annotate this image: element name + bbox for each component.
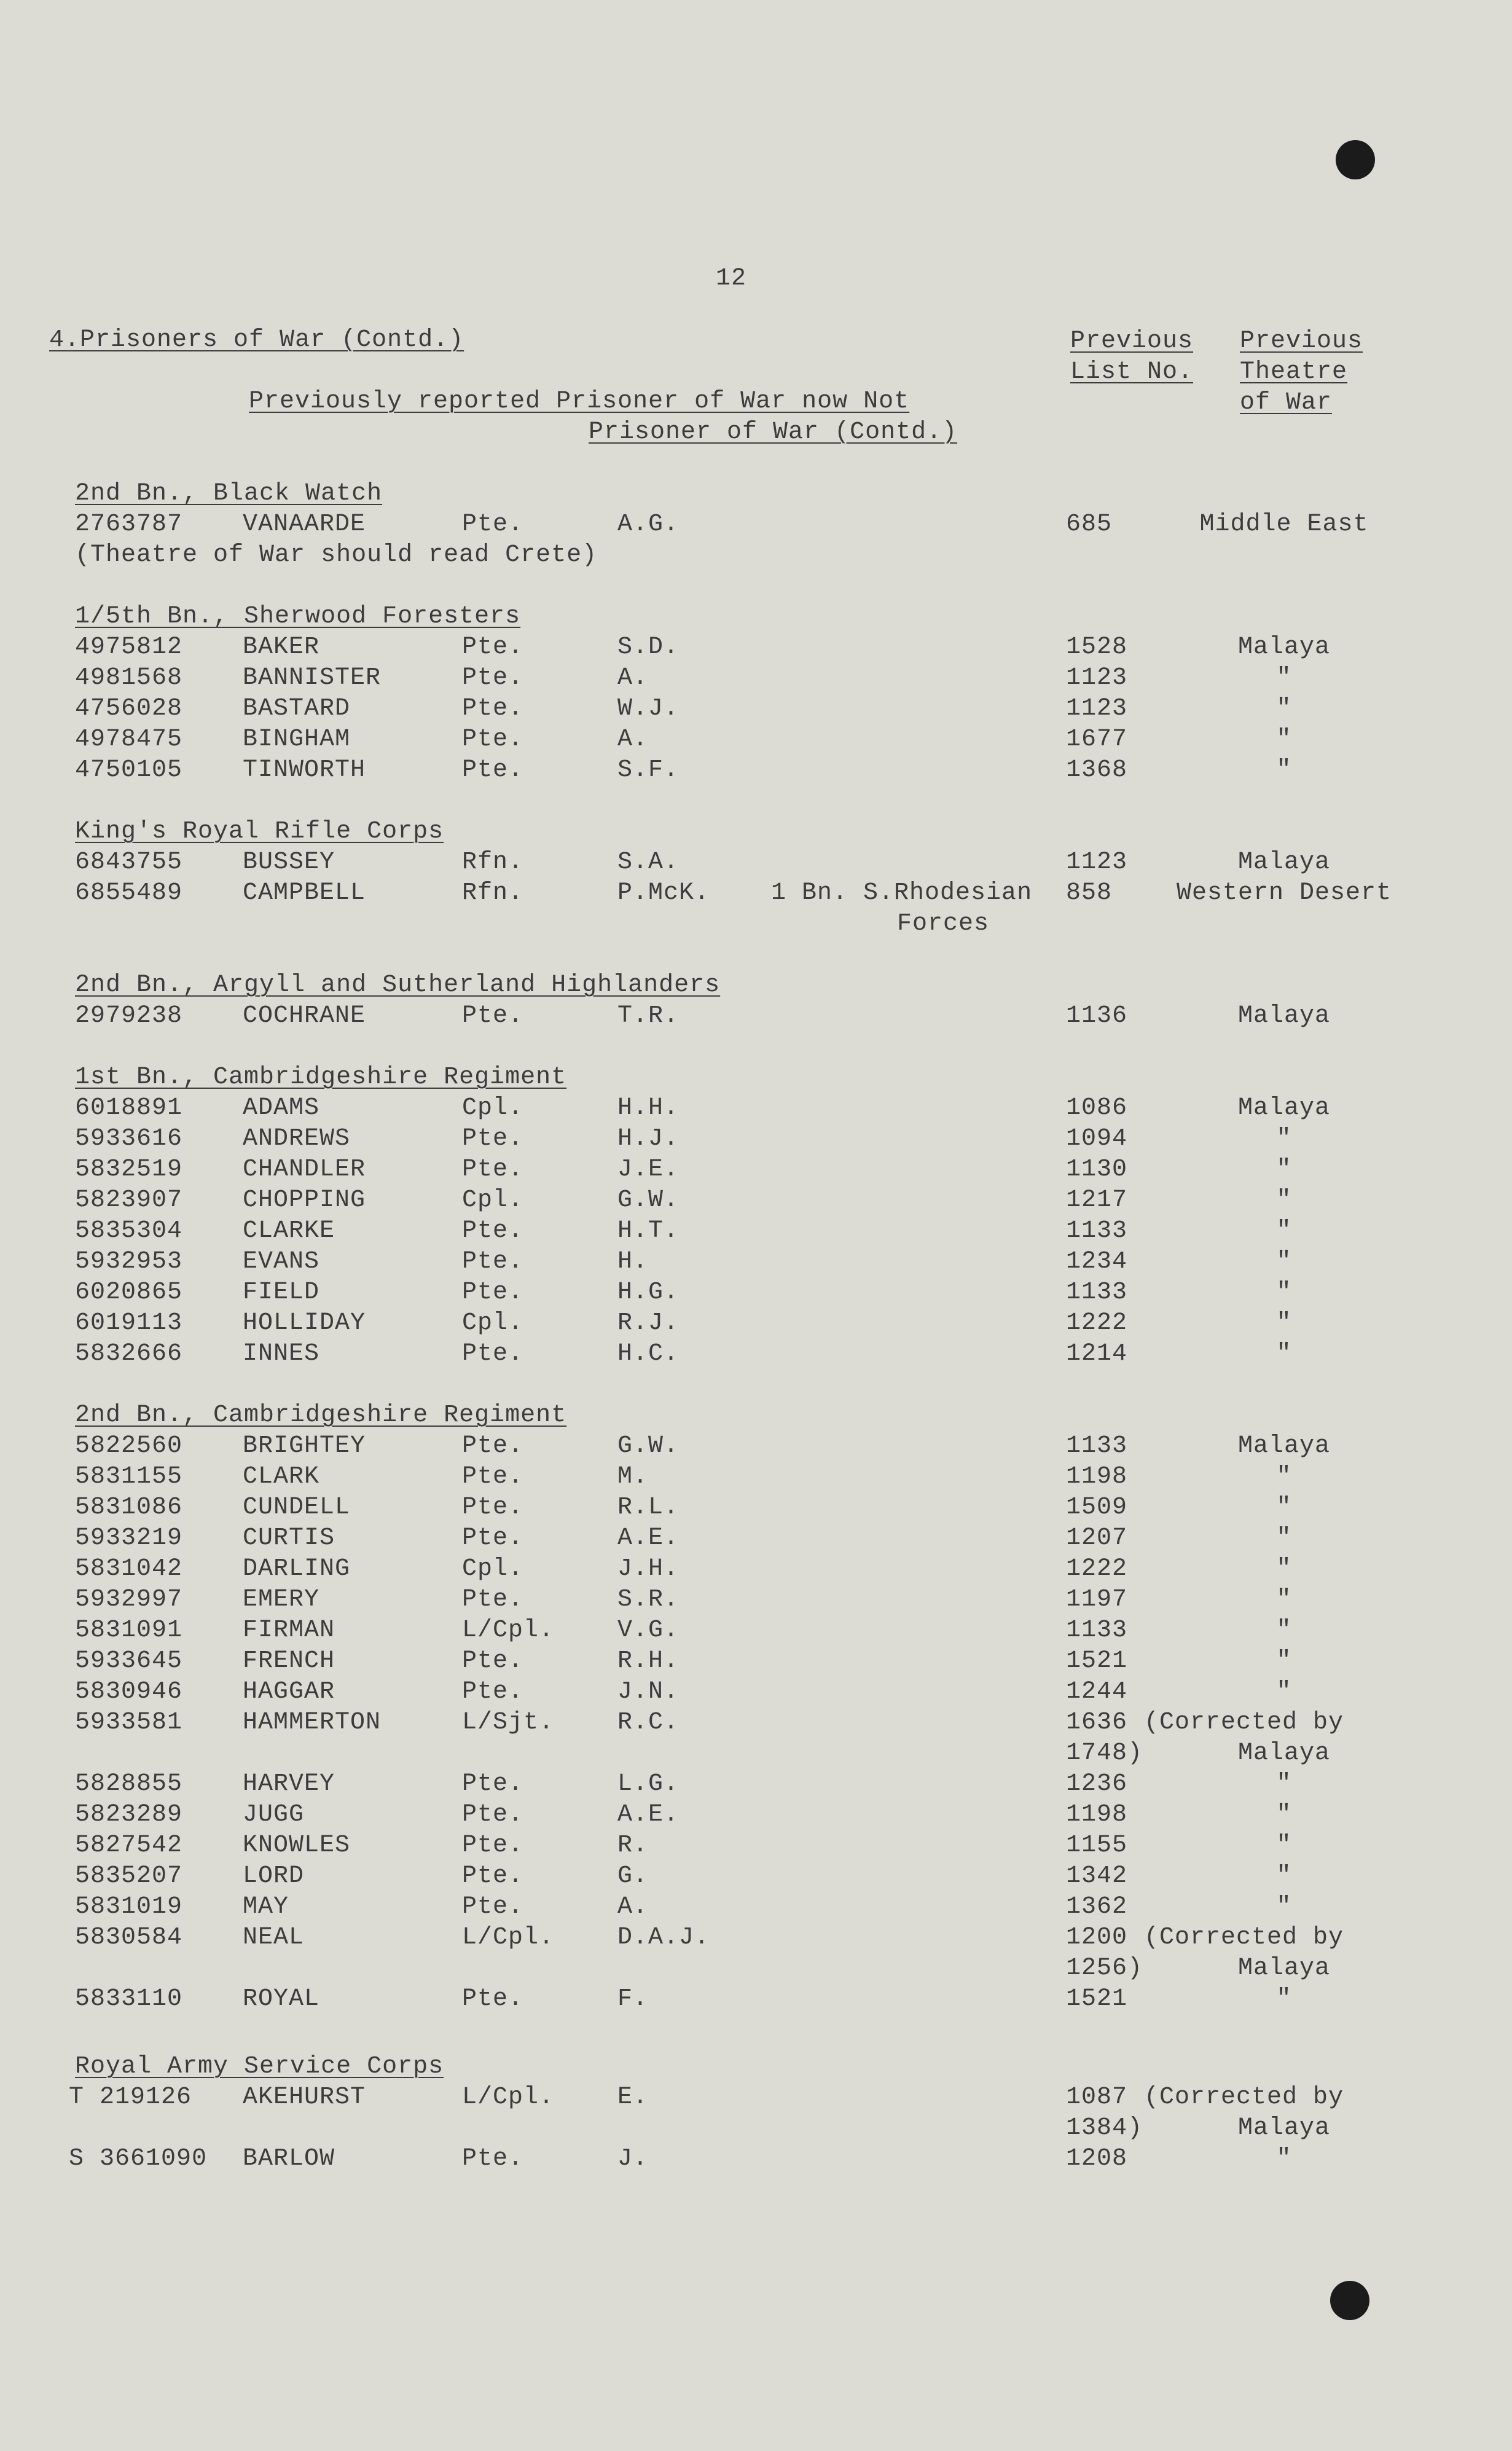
surname: DARLING [243,1555,351,1583]
theatre-ditto: " [1276,1862,1292,1890]
initials: R.J. [617,1309,680,1337]
surname: BASTARD [243,695,351,723]
service-number: 5835304 [75,1217,183,1245]
initials: A.G. [617,511,680,538]
service-number: 5822560 [75,1432,183,1460]
initials: D.A.J. [617,1924,710,1951]
punch-hole-bottom [1330,2281,1369,2320]
surname: BARLOW [243,2145,335,2173]
previous-list-no: 1133 [1066,1432,1128,1460]
initials: H.H. [617,1094,680,1122]
previous-list-no: 1217 [1066,1186,1128,1214]
previous-list-no: 1200 [1066,1924,1128,1951]
initials: H.C. [617,1340,680,1368]
column-header-theatre-line3: of War [1240,389,1333,417]
previous-list-no: 1342 [1066,1862,1128,1890]
initials: A. [617,726,649,753]
rank: Pte. [462,1156,524,1183]
previous-list-no: 1155 [1066,1832,1128,1859]
service-number: 5932953 [75,1248,183,1276]
surname: INNES [243,1340,320,1368]
surname: CAMPBELL [243,879,366,907]
rank: Pte. [462,1801,524,1829]
rank: Cpl. [462,1309,524,1337]
service-number: 5933581 [75,1709,183,1736]
theatre-correction-note: (Corrected by [1144,1709,1344,1736]
previous-list-no: 1368 [1066,756,1128,784]
theatre-of-war: Malaya [1237,2114,1331,2142]
initials: V.G. [617,1617,680,1644]
initials: G. [617,1862,649,1890]
surname: CHOPPING [243,1186,366,1214]
rank: Pte. [462,2145,524,2173]
surname: CURTIS [243,1524,335,1552]
initials: S.F. [617,756,680,784]
service-number: 5835207 [75,1862,183,1890]
initials: R.L. [617,1494,680,1521]
unit-title: 2nd Bn., Argyll and Sutherland Highlanders [75,971,721,999]
service-number: 6019113 [75,1309,183,1337]
surname: VANAARDE [243,511,366,538]
service-number: 2763787 [75,511,183,538]
previous-list-no: 1123 [1066,695,1128,723]
rank: L/Cpl. [462,1924,555,1951]
theatre-ditto: " [1276,1555,1292,1583]
unit-title: 1st Bn., Cambridgeshire Regiment [75,1064,567,1091]
service-number: 4975812 [75,633,183,661]
theatre-correction-note: (Corrected by [1144,1924,1344,1951]
surname: BINGHAM [243,726,351,753]
previous-list-no: 1244 [1066,1678,1128,1706]
previous-list-no: 1362 [1066,1893,1128,1921]
rank: Pte. [462,1463,524,1491]
theatre-ditto: " [1276,2145,1292,2173]
previous-list-no: 1234 [1066,1248,1128,1276]
initials: H.T. [617,1217,680,1245]
initials: P.McK. [617,879,710,907]
previous-list-no: 1133 [1066,1617,1128,1644]
initials: T.R. [617,1002,680,1030]
service-number: 5833110 [75,1985,183,2013]
previous-list-no: 1198 [1066,1801,1128,1829]
service-number: 5830946 [75,1678,183,1706]
service-number: 4978475 [75,726,183,753]
section-heading: 4.Prisoners of War (Contd.) [49,326,464,354]
previous-list-no: 1236 [1066,1770,1128,1798]
theatre-of-war: Malaya [1237,849,1331,876]
previous-list-no: 1521 [1066,1985,1128,2013]
rank: Pte. [462,1524,524,1552]
punch-hole-top [1336,140,1375,179]
surname: BUSSEY [243,849,335,876]
rank: Pte. [462,664,524,692]
service-number: 2979238 [75,1002,183,1030]
theatre-ditto: " [1276,1524,1292,1552]
page-number: 12 [716,265,747,292]
theatre-ditto: " [1276,1309,1292,1337]
surname: JUGG [243,1801,305,1829]
rank: Pte. [462,756,524,784]
service-number: 5933645 [75,1647,183,1675]
theatre-ditto: " [1276,1279,1292,1306]
surname: HARVEY [243,1770,335,1798]
column-header-theatre-line1: Previous [1240,327,1363,355]
theatre-of-war: Malaya [1237,1094,1331,1122]
initials: M. [617,1463,649,1491]
service-number: 5831091 [75,1617,183,1644]
service-number: 5831042 [75,1555,183,1583]
unit-title: 2nd Bn., Cambridgeshire Regiment [75,1402,567,1429]
surname: ANDREWS [243,1125,351,1153]
theatre-correction-note: (Corrected by [1144,2084,1344,2111]
theatre-ditto: " [1276,1770,1292,1798]
initials: H.J. [617,1125,680,1153]
initials: F. [617,1985,649,2013]
previous-list-no: 1636 [1066,1709,1128,1736]
rank: Pte. [462,1217,524,1245]
initials: S.A. [617,849,680,876]
previous-list-no: 1087 [1066,2084,1128,2111]
theatre-ditto: " [1276,664,1292,692]
rank: Pte. [462,511,524,538]
column-header-list-no-line2: List No. [1070,358,1194,386]
service-number: 6855489 [75,879,183,907]
surname: MAY [243,1893,289,1921]
rank: Rfn. [462,879,524,907]
rank: Pte. [462,1248,524,1276]
service-number: 4750105 [75,756,183,784]
surname: HAGGAR [243,1678,335,1706]
theatre-ditto: " [1276,1985,1292,2013]
rank: Pte. [462,1985,524,2013]
theatre-ditto: " [1276,695,1292,723]
surname: NEAL [243,1924,305,1951]
service-number: 5830584 [75,1924,183,1951]
service-number: 5823907 [75,1186,183,1214]
surname: KNOWLES [243,1832,351,1859]
previous-list-no: 1214 [1066,1340,1128,1368]
rank: Cpl. [462,1555,524,1583]
previous-list-no: 1123 [1066,664,1128,692]
rank: Cpl. [462,1186,524,1214]
subheading-line1: Previously reported Prisoner of War now Not [249,388,910,415]
corrected-list-no: 1256) [1066,1955,1143,1982]
initials: H. [617,1248,649,1276]
previous-list-no: 1222 [1066,1555,1128,1583]
previous-list-no: 1509 [1066,1494,1128,1521]
rank: Pte. [462,1340,524,1368]
service-number: 4981568 [75,664,183,692]
previous-list-no: 1094 [1066,1125,1128,1153]
theatre-ditto: " [1276,1217,1292,1245]
previous-list-no: 858 [1066,879,1113,907]
service-number: 6020865 [75,1279,183,1306]
initials: W.J. [617,695,680,723]
initials: A. [617,664,649,692]
theatre-of-war: Malaya [1237,1002,1331,1030]
theatre-ditto: " [1276,1586,1292,1614]
theatre-ditto: " [1276,1248,1292,1276]
surname: BRIGHTEY [243,1432,366,1460]
initials: E. [617,2084,649,2111]
rank: Pte. [462,1279,524,1306]
surname: HOLLIDAY [243,1309,366,1337]
theatre-ditto: " [1276,1463,1292,1491]
surname: COCHRANE [243,1002,366,1030]
surname: TINWORTH [243,756,366,784]
theatre-ditto: " [1276,1617,1292,1644]
service-number: T 219126 [69,2084,192,2111]
service-number: 5828855 [75,1770,183,1798]
rank: Pte. [462,1770,524,1798]
initials: J. [617,2145,649,2173]
service-number: 5933616 [75,1125,183,1153]
unit-note: (Theatre of War should read Crete) [75,541,598,569]
unit-title: King's Royal Rifle Corps [75,818,444,845]
rank: Pte. [462,1002,524,1030]
surname: CHANDLER [243,1156,366,1183]
surname: EMERY [243,1586,320,1614]
previous-list-no: 1208 [1066,2145,1128,2173]
remark: Forces [897,910,990,938]
theatre-ditto: " [1276,1801,1292,1829]
rank: L/Cpl. [462,2084,555,2111]
theatre-of-war: Malaya [1237,1432,1331,1460]
service-number: 5932997 [75,1586,183,1614]
corrected-list-no: 1748) [1066,1739,1143,1767]
rank: Pte. [462,1832,524,1859]
previous-list-no: 1197 [1066,1586,1128,1614]
surname: CUNDELL [243,1494,351,1521]
rank: Pte. [462,1678,524,1706]
rank: Pte. [462,695,524,723]
previous-list-no: 1086 [1066,1094,1128,1122]
surname: LORD [243,1862,305,1890]
rank: Pte. [462,1893,524,1921]
column-header-list-no-line1: Previous [1070,327,1194,355]
previous-list-no: 1136 [1066,1002,1128,1030]
previous-list-no: 1207 [1066,1524,1128,1552]
theatre-of-war: Malaya [1237,1955,1331,1982]
service-number: 5832666 [75,1340,183,1368]
theatre-ditto: " [1276,1494,1292,1521]
rank: Pte. [462,1586,524,1614]
service-number: 5827542 [75,1832,183,1859]
previous-list-no: 1133 [1066,1279,1128,1306]
theatre-ditto: " [1276,1893,1292,1921]
surname: AKEHURST [243,2084,366,2111]
service-number: 5832519 [75,1156,183,1183]
surname: FIELD [243,1279,320,1306]
initials: R.C. [617,1709,680,1736]
theatre-of-war: Middle East [1199,511,1369,538]
initials: G.W. [617,1432,680,1460]
initials: J.E. [617,1156,680,1183]
theatre-ditto: " [1276,1647,1292,1675]
unit-title: 1/5th Bn., Sherwood Foresters [75,603,521,630]
service-number: 5823289 [75,1801,183,1829]
rank: Pte. [462,1862,524,1890]
subheading-line2: Prisoner of War (Contd.) [589,418,958,446]
service-number: 4756028 [75,695,183,723]
previous-list-no: 1198 [1066,1463,1128,1491]
theatre-ditto: " [1276,1832,1292,1859]
initials: A.E. [617,1524,680,1552]
service-number: 5831019 [75,1893,183,1921]
surname: BAKER [243,633,320,661]
column-header-theatre-line2: Theatre [1240,358,1348,386]
rank: Pte. [462,633,524,661]
previous-list-no: 1133 [1066,1217,1128,1245]
surname: EVANS [243,1248,320,1276]
previous-list-no: 1123 [1066,849,1128,876]
surname: FRENCH [243,1647,335,1675]
previous-list-no: 1130 [1066,1156,1128,1183]
surname: ROYAL [243,1985,320,2013]
service-number: 6843755 [75,849,183,876]
surname: CLARK [243,1463,320,1491]
corrected-list-no: 1384) [1066,2114,1143,2142]
initials: A. [617,1893,649,1921]
surname: BANNISTER [243,664,382,692]
initials: R. [617,1832,649,1859]
service-number: 6018891 [75,1094,183,1122]
previous-list-no: 685 [1066,511,1113,538]
service-number: 5933219 [75,1524,183,1552]
theatre-ditto: " [1276,1156,1292,1183]
rank: Pte. [462,726,524,753]
rank: Pte. [462,1432,524,1460]
rank: Pte. [462,1647,524,1675]
initials: G.W. [617,1186,680,1214]
remark: 1 Bn. S.Rhodesian [771,879,1033,907]
initials: J.H. [617,1555,680,1583]
previous-list-no: 1528 [1066,633,1128,661]
initials: R.H. [617,1647,680,1675]
surname: CLARKE [243,1217,335,1245]
initials: L.G. [617,1770,680,1798]
theatre-ditto: " [1276,726,1292,753]
previous-list-no: 1521 [1066,1647,1128,1675]
rank: L/Sjt. [462,1709,555,1736]
service-number: 5831086 [75,1494,183,1521]
service-number: 5831155 [75,1463,183,1491]
surname: HAMMERTON [243,1709,382,1736]
rank: Cpl. [462,1094,524,1122]
initials: J.N. [617,1678,680,1706]
theatre-ditto: " [1276,1186,1292,1214]
theatre-ditto: " [1276,1340,1292,1368]
theatre-of-war: Western Desert [1176,879,1392,907]
initials: S.R. [617,1586,680,1614]
previous-list-no: 1222 [1066,1309,1128,1337]
initials: H.G. [617,1279,680,1306]
previous-list-no: 1677 [1066,726,1128,753]
surname: FIRMAN [243,1617,335,1644]
service-number: S 3661090 [69,2145,208,2173]
unit-title: 2nd Bn., Black Watch [75,480,383,508]
theatre-of-war: Malaya [1237,1739,1331,1767]
rank: Pte. [462,1125,524,1153]
theatre-ditto: " [1276,1125,1292,1153]
initials: A.E. [617,1801,680,1829]
rank: L/Cpl. [462,1617,555,1644]
surname: ADAMS [243,1094,320,1122]
unit-title: Royal Army Service Corps [75,2053,444,2080]
theatre-ditto: " [1276,756,1292,784]
initials: S.D. [617,633,680,661]
theatre-of-war: Malaya [1237,633,1331,661]
theatre-ditto: " [1276,1678,1292,1706]
rank: Pte. [462,1494,524,1521]
rank: Rfn. [462,849,524,876]
